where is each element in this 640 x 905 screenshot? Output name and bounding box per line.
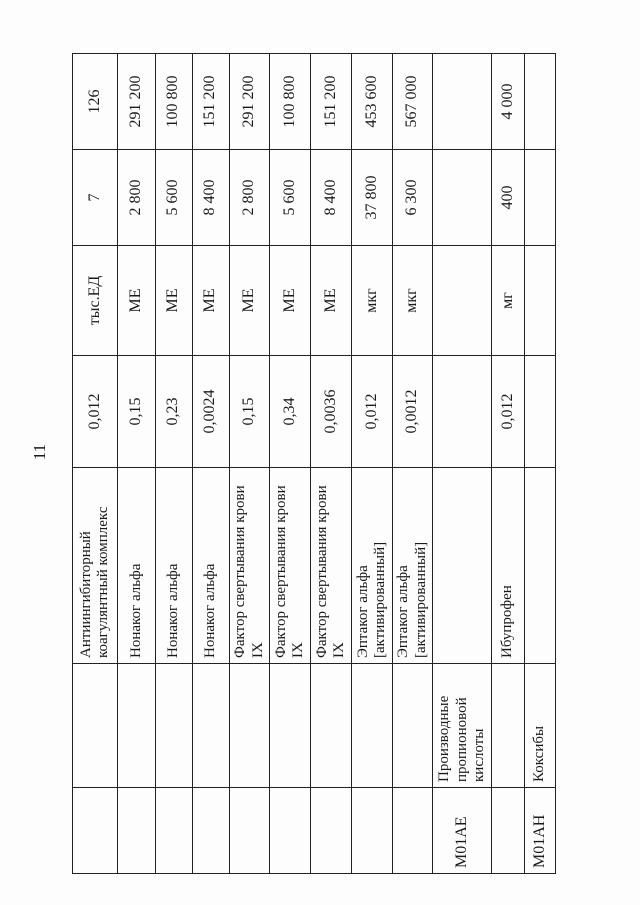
quantity-cell: 7 xyxy=(73,150,118,246)
dose-cell xyxy=(433,356,492,468)
drug-name-cell: Эптаког альфа [активированный] xyxy=(392,468,433,664)
dose-cell: 0,012 xyxy=(351,356,392,468)
atc-code-cell xyxy=(118,788,155,874)
group-cell: Производные пропионовой кислоты xyxy=(433,664,492,788)
unit-cell: МЕ xyxy=(311,246,352,356)
drug-name-cell: Эптаког альфа [активированный] xyxy=(351,468,392,664)
dose-cell xyxy=(524,356,555,468)
table-row xyxy=(433,54,492,874)
drug-name-cell: Нонаког альфа xyxy=(118,468,155,664)
table-row xyxy=(192,54,229,874)
drug-name-cell: Антиингибиторный коагулянтный комплекс xyxy=(73,468,118,664)
quantity-cell: 5 600 xyxy=(270,150,311,246)
total-cell: 291 200 xyxy=(118,54,155,150)
atc-code-cell xyxy=(270,788,311,874)
table-row xyxy=(118,54,155,874)
atc-code-cell xyxy=(155,788,192,874)
unit-cell: мкг xyxy=(351,246,392,356)
unit-cell: тыс.ЕД xyxy=(73,246,118,356)
quantity-cell: 400 xyxy=(491,150,524,246)
drug-table xyxy=(72,53,556,874)
atc-code-cell xyxy=(192,788,229,874)
dose-cell: 0,15 xyxy=(229,356,270,468)
drug-name-cell: Нонаког альфа xyxy=(155,468,192,664)
group-cell xyxy=(270,664,311,788)
drug-name-cell: Ибупрофен xyxy=(491,468,524,664)
total-cell: 100 800 xyxy=(155,54,192,150)
dose-cell: 0,34 xyxy=(270,356,311,468)
group-cell xyxy=(491,664,524,788)
atc-code-cell xyxy=(392,788,433,874)
total-cell: 126 xyxy=(73,54,118,150)
page-number: 11 xyxy=(30,443,49,461)
total-cell: 4 000 xyxy=(491,54,524,150)
atc-code-cell xyxy=(351,788,392,874)
table-row xyxy=(524,54,555,874)
group-cell xyxy=(392,664,433,788)
table-row xyxy=(491,54,524,874)
group-cell xyxy=(118,664,155,788)
group-cell: Коксибы xyxy=(524,664,555,788)
table-row xyxy=(311,54,352,874)
atc-code-cell xyxy=(73,788,118,874)
group-cell xyxy=(192,664,229,788)
drug-name-cell: Фактор свертывания крови IX xyxy=(229,468,270,664)
atc-code-cell xyxy=(229,788,270,874)
atc-code-cell xyxy=(491,788,524,874)
total-cell: 453 600 xyxy=(351,54,392,150)
table-row xyxy=(351,54,392,874)
atc-code-cell xyxy=(311,788,352,874)
unit-cell: МЕ xyxy=(118,246,155,356)
quantity-cell: 6 300 xyxy=(392,150,433,246)
unit-cell xyxy=(433,246,492,356)
drug-name-cell xyxy=(524,468,555,664)
drug-name-cell xyxy=(433,468,492,664)
quantity-cell: 8 400 xyxy=(311,150,352,246)
total-cell: 291 200 xyxy=(229,54,270,150)
group-cell xyxy=(351,664,392,788)
unit-cell xyxy=(524,246,555,356)
quantity-cell: 8 400 xyxy=(192,150,229,246)
group-cell xyxy=(155,664,192,788)
dose-cell: 0,0024 xyxy=(192,356,229,468)
table-row xyxy=(392,54,433,874)
unit-cell: МЕ xyxy=(270,246,311,356)
group-cell xyxy=(311,664,352,788)
unit-cell: МЕ xyxy=(155,246,192,356)
unit-cell: мкг xyxy=(392,246,433,356)
total-cell: 567 000 xyxy=(392,54,433,150)
dose-cell: 0,23 xyxy=(155,356,192,468)
total-cell xyxy=(524,54,555,150)
drug-name-cell: Фактор свертывания крови IX xyxy=(311,468,352,664)
table-row xyxy=(155,54,192,874)
unit-cell: МЕ xyxy=(229,246,270,356)
drug-name-cell: Фактор свертывания крови IX xyxy=(270,468,311,664)
table-row xyxy=(270,54,311,874)
group-cell xyxy=(73,664,118,788)
quantity-cell: 2 800 xyxy=(118,150,155,246)
table-row xyxy=(73,54,118,874)
dose-cell: 0,012 xyxy=(73,356,118,468)
quantity-cell xyxy=(524,150,555,246)
group-cell xyxy=(229,664,270,788)
dose-cell: 0,15 xyxy=(118,356,155,468)
quantity-cell xyxy=(433,150,492,246)
quantity-cell: 5 600 xyxy=(155,150,192,246)
unit-cell: МЕ xyxy=(192,246,229,356)
unit-cell: мг xyxy=(491,246,524,356)
atc-code-cell: M01AH xyxy=(524,788,555,874)
dose-cell: 0,0012 xyxy=(392,356,433,468)
drug-name-cell: Нонаког альфа xyxy=(192,468,229,664)
total-cell xyxy=(433,54,492,150)
total-cell: 151 200 xyxy=(192,54,229,150)
quantity-cell: 2 800 xyxy=(229,150,270,246)
dose-cell: 0,012 xyxy=(491,356,524,468)
dose-cell: 0,0036 xyxy=(311,356,352,468)
total-cell: 100 800 xyxy=(270,54,311,150)
total-cell: 151 200 xyxy=(311,54,352,150)
atc-code-cell: M01AE xyxy=(433,788,492,874)
table-row xyxy=(229,54,270,874)
quantity-cell: 37 800 xyxy=(351,150,392,246)
drug-table-container xyxy=(72,54,556,874)
